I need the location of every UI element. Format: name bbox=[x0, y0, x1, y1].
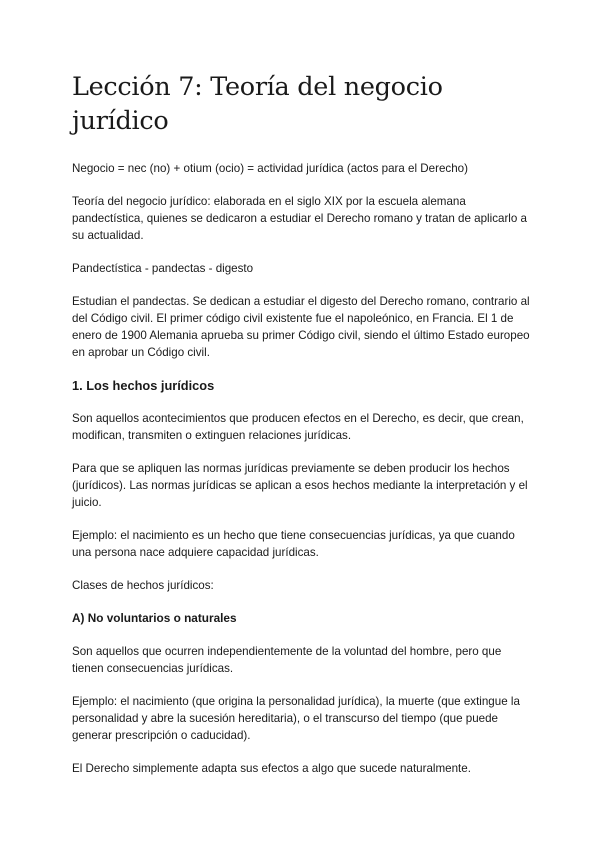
paragraph-teoria: Teoría del negocio jurídico: elaborada en el siglo XIX por la escuela alemana pandectística, quienes se dedicaron a estudiar el Derecho romano y tratan de aplicarlo a su actualidad. bbox=[72, 195, 528, 242]
section-heading-hechos-juridicos: 1. Los hechos jurídicos bbox=[72, 378, 215, 393]
subsection-heading-no-voluntarios: A) No voluntarios o naturales bbox=[72, 611, 237, 625]
paragraph-no-voluntarios-definition: Son aquellos que ocurren independientemente de la voluntad del hombre, pero que tienen consecuencias jurídicas. bbox=[72, 645, 502, 675]
paragraph-normas: Para que se apliquen las normas jurídicas previamente se deben producir los hechos (jurídicos). Las normas jurídicas se aplican a esos hechos mediante la interpretación y el juicio. bbox=[72, 462, 528, 509]
paragraph-ejemplo-naturales: Ejemplo: el nacimiento (que origina la personalidad jurídica), la muerte (que extingue la personalidad y abre la sucesión hereditaria), o el transcurso del tiempo (que puede generar prescripción o caducidad). bbox=[72, 695, 520, 742]
paragraph-clases: Clases de hechos jurídicos: bbox=[72, 579, 214, 592]
paragraph-pandectistica: Pandectística - pandectas - digesto bbox=[72, 262, 254, 275]
paragraph-estudian: Estudian el pandectas. Se dedican a estudiar el digesto del Derecho romano, contrario al del Código civil. El primer código civil existente fue el napoleónico, en Francia. El 1 de enero de 1900 Alemania aprueba su primer Código civil, siendo el último Estado europeo en aprobar un Código civil. bbox=[72, 295, 530, 359]
document-title: Lección 7: Teoría del negocio jurídico bbox=[72, 72, 443, 136]
paragraph-hechos-definition: Son aquellos acontecimientos que producen efectos en el Derecho, es decir, que crean, modifican, transmiten o extinguen relaciones jurídicas. bbox=[72, 412, 524, 442]
paragraph-derecho-adapta: El Derecho simplemente adapta sus efectos a algo que sucede naturalmente. bbox=[72, 762, 471, 775]
document-page bbox=[72, 70, 532, 793]
paragraph-negocio-definition: Negocio = nec (no) + otium (ocio) = actividad jurídica (actos para el Derecho) bbox=[72, 162, 468, 175]
paragraph-ejemplo-nacimiento: Ejemplo: el nacimiento es un hecho que tiene consecuencias jurídicas, ya que cuando una persona nace adquiere capacidad jurídicas. bbox=[72, 529, 515, 559]
